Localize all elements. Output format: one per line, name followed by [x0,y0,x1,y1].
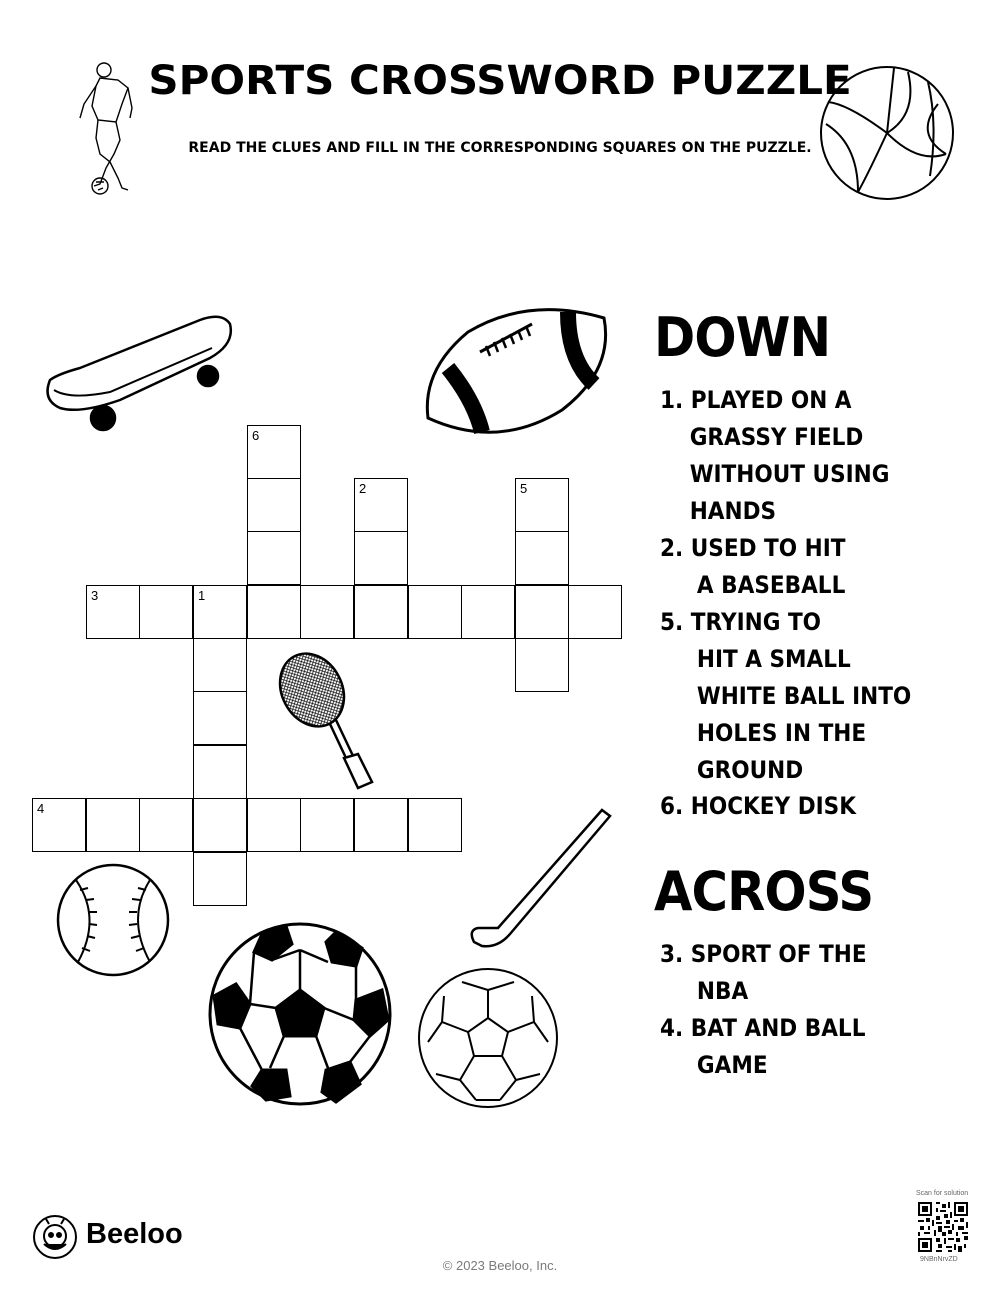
across-clue-3: 3. SPORT OF THE NBA [660,940,867,1005]
grid-cell[interactable] [193,585,247,639]
clue-number: 3 [91,588,99,603]
grid-cell[interactable] [515,478,569,532]
grid-cell[interactable] [354,478,408,532]
grid-cell[interactable] [300,585,354,639]
grid-cell[interactable] [139,798,193,852]
down-heading: DOWN [654,306,831,369]
grid-cell[interactable] [193,798,247,852]
grid-cell[interactable] [247,798,301,852]
football-icon [418,300,614,446]
skateboard-icon [40,310,245,439]
hockey-stick-icon [468,806,616,956]
baseball-icon [54,862,172,982]
tennis-racket-icon [276,648,386,800]
grid-cell[interactable] [247,531,301,585]
grid-cell[interactable] [86,585,140,639]
grid-cell[interactable] [354,585,408,639]
copyright: © 2023 Beeloo, Inc. [442,1258,558,1273]
down-clue-1: 1. PLAYED ON A GRASSY FIELD WITHOUT USING HANDS [660,386,890,525]
clue-number: 1 [198,588,206,603]
brand-name: Beeloo [86,1218,183,1250]
grid-cell[interactable] [32,798,86,852]
down-clue-5: 5. TRYING TO HIT A SMALL WHITE BALL INTO HOLES IN THE GROUND [660,608,912,784]
grid-cell[interactable] [193,638,247,692]
clue-number: 4 [37,801,45,816]
qr-caption: Scan for solution [916,1190,969,1197]
across-heading: ACROSS [654,860,874,923]
grid-cell[interactable] [408,585,462,639]
clue-number: 6 [252,428,260,443]
grid-cell[interactable] [247,425,301,479]
grid-cell[interactable] [568,585,622,639]
volleyball-outline-icon [416,966,560,1114]
grid-cell[interactable] [515,638,569,692]
grid-cell[interactable] [193,745,247,799]
beeloo-logo-icon [32,1214,78,1264]
grid-cell[interactable] [193,691,247,745]
qr-code-text: 9NBnNrvZD [920,1256,958,1263]
grid-cell[interactable] [300,798,354,852]
grid-cell[interactable] [247,585,301,639]
across-clue-4: 4. BAT AND BALL GAME [660,1014,866,1079]
clue-number: 5 [520,481,528,496]
page-instructions: READ THE CLUES AND FILL IN THE CORRESPONDING SQUARES ON THE PUZZLE. [188,140,812,156]
page-title: SPORTS CROSSWORD PUZZLE [148,58,852,104]
grid-cell[interactable] [354,531,408,585]
volleyball-icon [818,64,956,206]
grid-cell[interactable] [515,585,569,639]
grid-cell[interactable] [86,798,140,852]
down-clue-6: 6. HOCKEY DISK [660,792,856,820]
grid-cell[interactable] [354,798,408,852]
grid-cell[interactable] [461,585,515,639]
grid-cell[interactable] [408,798,462,852]
grid-cell[interactable] [247,478,301,532]
soccer-ball-icon [206,920,394,1112]
grid-cell[interactable] [139,585,193,639]
grid-cell[interactable] [193,852,247,906]
down-clue-2: 2. USED TO HIT A BASEBALL [660,534,846,599]
qr-code-icon[interactable] [918,1202,968,1256]
clue-number: 2 [359,481,367,496]
grid-cell[interactable] [515,531,569,585]
